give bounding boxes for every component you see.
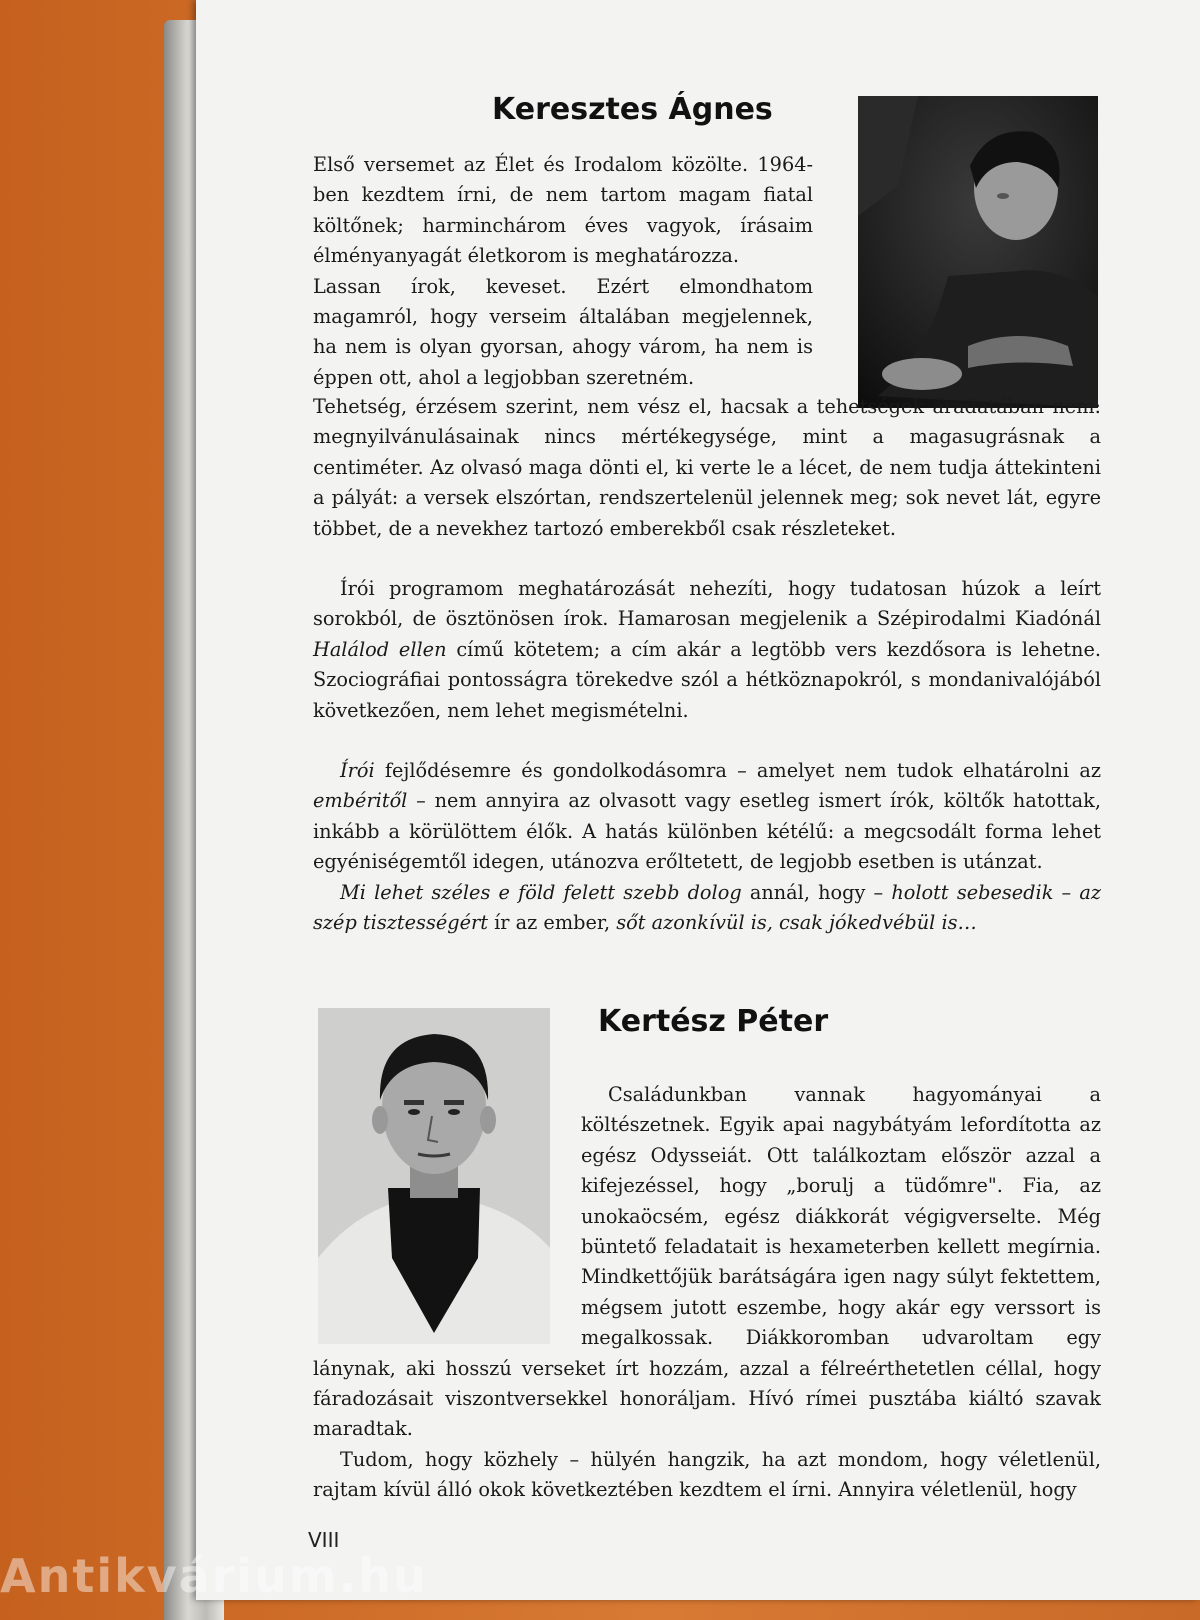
quote-italic-2: holott sebesedik – az szép tisztességért <box>313 880 1101 935</box>
author-heading-kertesz: Kertész Péter <box>598 1004 829 1039</box>
quote-mid-1: annál, hogy – <box>741 880 892 904</box>
book-title-halalod-ellen: Halálod ellen <box>313 637 447 661</box>
p5-end: – nem annyira az olvasott vagy esetleg ismert írók, költők hatottak, inkább a körülöttem élők. A hatás különben kétélű: a megcsodált forma lehet egyéniségemtől idegen, utánozva erőltetett, de legjobb esetben is utánzat. <box>313 789 1101 874</box>
author-heading-keresztes: Keresztes Ágnes <box>492 92 773 127</box>
kertesz-paragraph-1 <box>313 1080 1101 1445</box>
p4-end: című kötetem; a cím akár a legtöbb vers kezdősora is lehetne. Szociográfiai pontosságra törekedve szól a hétköznapokról, s mondanivalójából következően, nem lehet megismételni. <box>313 637 1101 722</box>
portrait-image <box>858 96 1098 408</box>
keresztes-paragraph-1: Első versemet az Élet és Irodalom közölte. 1964-ben kezdtem írni, de nem tartom magam fiatal költőnek; harminchárom éves vagyok, írásaim élményanyagát életkorom is meghatározza. <box>313 153 813 268</box>
keresztes-paragraph-2: Lassan írok, keveset. Ezért elmondhatom magamról, hogy verseim általában megjelennek, ha nem is olyan gyorsan, ahogy várom, ha nem is éppen ott, ahol a legjobban szeretném. <box>313 274 813 389</box>
portrait-photo-keresztes <box>858 96 1098 408</box>
keresztes-paragraph-3 <box>313 392 1101 544</box>
kertesz-paragraph-2: Tudom, hogy közhely – hülyén hangzik, ha azt mondom, hogy véletlenül, rajtam kívül álló okok következtében kezdtem el írni. Annyira véletlenül, hogy <box>313 1447 1101 1502</box>
book-page <box>196 0 1200 1600</box>
keresztes-intro-text <box>313 150 813 393</box>
quote-italic-3: sőt azonkívül is, csak jókedvébül is… <box>616 911 977 935</box>
watermark: Antikvárium.hu <box>0 1552 428 1600</box>
p5-italic-2: embéritől <box>313 789 408 813</box>
keresztes-quote <box>313 878 1101 939</box>
quote-italic-1: Mi lehet széles e föld felett szebb dolog <box>340 880 742 904</box>
p5-italic-1: Írói <box>340 759 375 783</box>
keresztes-body-text <box>313 392 1101 939</box>
keresztes-paragraph-4 <box>313 574 1101 726</box>
keresztes-paragraph-5 <box>313 756 1101 878</box>
p5-mid: fejlődésemre és gondolkodásomra – amelyet nem tudok elhatárolni az <box>374 759 1101 783</box>
p4-start: Írói programom meghatározását nehezíti, hogy tudatosan húzok a leírt sorokból, de ösztönösen írok. Hamarosan megjelenik a Szépirodalmi Kiadónál <box>313 577 1101 631</box>
kertesz-paragraph-1-text: Családunkban vannak hagyományai a költészetnek. Egyik apai nagybátyám lefordította az egész Odysseiát. Ott találkoztam először azzal a kifejezéssel, hogy „borulj a tüdőmre". Fia, az unokaöcsém, egész diákkorát végigverselte. Még büntető feladatait is hexameterben kellett megírnia. Mindkettőjük barátságára igen nagy súlyt fektettem, mégsem jutott eszembe, hogy akár egy verssort is megalkossak. Diákkoromban udvaroltam egy lánynak, aki hosszú verseket írt hozzám, azzal a félreérthetetlen céllal, hogy fáradozásait viszontversekkel honoráljam. Hívó rímei pusztába kiáltó szavak maradtak. <box>313 1083 1101 1441</box>
kertesz-body-text <box>313 1080 1101 1506</box>
keresztes-paragraph-3-text: Tehetség, érzésem szerint, nem vész el, hacsak a tehetségek áradatában nem: megnyilvánulásainak nincs mértékegysége, mint a magasugrásnak a centiméter. Az olvasó maga dönti el, ki verte le a lécet, de nem tudja áttekinteni a pályát: a versek elszórtan, rendszertelenül jelennek meg; sok nevet lát, egyre többet, de a nevekhez tartozó emberekből csak részleteket. <box>313 395 1101 540</box>
quote-mid-2: ír az ember, <box>487 911 617 935</box>
page-number: VIII <box>308 1528 340 1552</box>
